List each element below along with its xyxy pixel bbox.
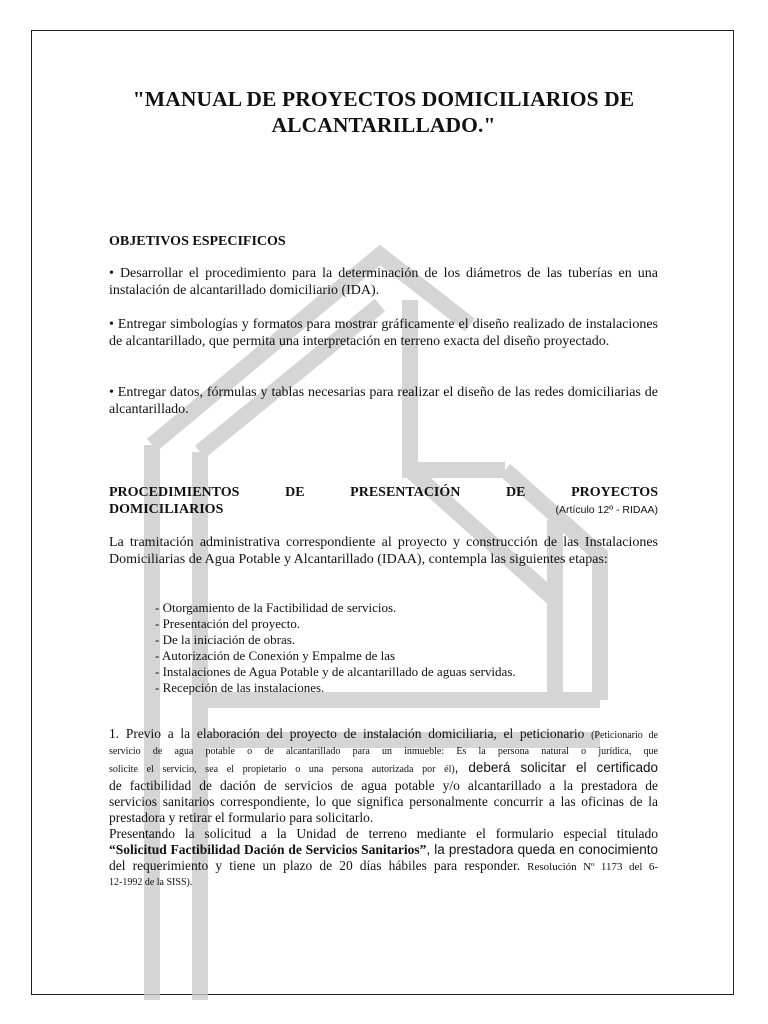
point-1-line [109,858,658,875]
procedures-intro: La tramitación administrativa correspondiente al proyecto y construcción de las Instalaciones Domiciliarias de Agua Potable y Alcantarillado (IDAA), contempla las siguientes etapas: [109,535,658,567]
heading-word: DE [285,485,305,500]
resolution-reference: 12-1992 de la SISS). [109,877,193,888]
point-1-line: de factibilidad de dación de servicios de agua potable y/o alcantarillado a la prestadora de [109,778,658,793]
title-line-1: "MANUAL DE PROYECTOS DOMICILIARIOS DE [132,87,635,111]
footnote-text: solicite el servicio, sea el propietario o una persona autorizada por él) [109,764,455,775]
procedures-heading-line-2 [109,501,658,519]
list-item: - Instalaciones de Agua Potable y de alcantarillado de aguas servidas. [155,664,516,679]
list-item: - De la iniciación de obras. [155,632,296,647]
point-1-line: Presentando la solicitud a la Unidad de terreno mediante el formulario especial titulado [109,826,658,841]
list-item: - Presentación del proyecto. [155,616,301,631]
objective-item-3: • Entregar datos, fórmulas y tablas necesarias para realizar el diseño de las redes domiciliarias de alcantarillado. [109,385,658,417]
footnote-text: servicio de agua potable o de alcantarillado para un inmueble: Es la persona natural o jurídica, que [109,746,658,757]
objective-item-1: • Desarrollar el procedimiento para la determinación de los diámetros de las tuberías en una instalación de alcantarillado domiciliario (IDA). [109,266,658,298]
procedure-steps-list [155,600,516,696]
title-line-2: ALCANTARILLADO." [271,113,496,137]
resolution-reference: Resolución Nº 1173 del 6- [527,861,658,873]
heading-word: PRESENTACIÓN [350,485,461,500]
point-1-lead: 1. Previo a la elaboración del proyecto de instalación domiciliaria, el peticionario [109,726,585,741]
list-item: - Recepción de las instalaciones. [155,680,325,695]
list-item: - Otorgamiento de la Factibilidad de servicios. [155,600,397,615]
footnote-text: (Peticionario de [591,730,658,741]
point-1-line [109,760,658,778]
form-title: “Solicitud Factibilidad Dación de Servicios Sanitarios” [109,842,427,857]
procedures-heading [109,484,658,519]
document-title [109,86,658,138]
point-1-line: servicios sanitarios correspondiente, lo que significa personalmente concurrir a las oficinas de la [109,794,658,809]
point-1-text: del requerimiento y tiene un plazo de 20 días hábiles para responder. [109,858,521,873]
point-1-text: , la prestadora queda en conocimiento [426,842,658,857]
point-1-line: prestadora y retirar el formulario para solicitarlo. [109,810,374,825]
point-1-text: , deberá solicitar el certificado [454,760,658,775]
heading-word: PROCEDIMIENTOS [109,485,240,500]
article-reference: (Artículo 12º - RIDAA) [555,504,658,516]
heading-word: DOMICILIARIOS [109,502,224,517]
objective-item-2: • Entregar simbologías y formatos para mostrar gráficamente el diseño realizado de instalaciones de alcantarillado, que permita una interpretación en terreno exacta del diseño proyectado. [109,317,658,349]
point-1-paragraph [109,726,658,891]
list-item: - Autorización de Conexión y Empalme de las [155,648,396,663]
objectives-heading: OBJETIVOS ESPECIFICOS [109,234,286,249]
heading-word: DE [506,485,526,500]
point-1-line [109,842,658,858]
procedures-heading-line-1 [109,484,658,501]
heading-word: PROYECTOS [571,485,658,500]
point-1-line [109,726,658,744]
